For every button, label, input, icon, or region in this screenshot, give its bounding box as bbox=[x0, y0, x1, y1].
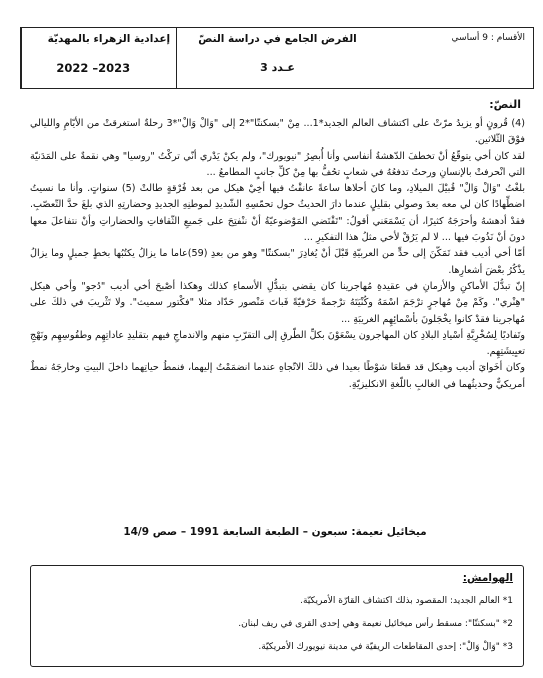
exam-header bbox=[20, 27, 534, 89]
header-classes-cell bbox=[378, 28, 533, 88]
header-title-cell bbox=[176, 28, 378, 88]
citation: ميخائيل نعيمة: سبعون – الطبعة السابعة 1991 – صص 14/9 bbox=[123, 526, 427, 538]
paragraph: وتَفاديًا لِسُخْرِيَّةِ أسْيادِ البلادِ كان المهاجرون يسْعَوْنَ بكلِّ الطّرقِ إلى التقرّبِ منهم والاندماجِ فيهم بتقليدِ عاداتِهِم وطقُوسِهِم ونَهْجِ تعيِيشَتِهِم. bbox=[30, 329, 525, 358]
footnote-item: 2* "بسكنتّا": مسقط رأس ميخائيل نعيمة وهي إحدى القرى في ريف لبنان. bbox=[238, 619, 513, 629]
text-label: النصّ: bbox=[489, 98, 521, 111]
header-school-cell bbox=[21, 28, 176, 88]
classes-label: الأقسام : 9 أساسي bbox=[451, 33, 525, 43]
school-year: 2022 –2023 bbox=[56, 61, 131, 75]
paragraph: وكان أخَوايَ أديب وهيكل قد قطعَا شوْطًا بعيدا في ذلكَ الاتّجاهِ عندما انضمَمْتُ إليهما، فنمطُ حياتِهما داخلَ البيتِ وخارجَهُ نمطٌ أمريكيٌّ وحديثُهما في الغالبِ باللّغةِ الانكليزيّةِ. bbox=[30, 362, 525, 390]
footnote-item: 1* العالم الجديد: المقصود بذلك اكتشاف القارّة الأمريكيّة. bbox=[300, 596, 513, 606]
text-body bbox=[30, 116, 525, 393]
paragraph: أمّا أخي أديب فقد تَمَكّنَ إلى حدٍّ من العربيّةِ قَبْلَ أنْ يُغادِرَ "بسكنتّا" وهو من بعدِ (59)عاما ما يزالُ يكتُبُها بخطٍ جميلٍ وما يزالُ يذْكُرُ بعْضَ أشعارِها. bbox=[30, 248, 525, 276]
paragraph: إنّ تبدُّلَ الأماكنِ والأزمانِ في عقيدةِ مُهاجرينا كان يقضي بتبدُّلِ الأسماءِ كذلك وهكذا أصْبحَ أخي أديب "دُجو" وأخي هيكل "هِنْري". وكَمْ مِنْ مُهاجرٍ ترْجَمَ اسْمَهُ وكُنْيَتَهُ ترْجمةً حَرْفيّةً فَباتَ مَنْصور حَدّاد مثلا "فكْتور سميث". ولا تَثْريبَ في ذلكَ على مُهاجرينا فقدْ كانوا يخْجَلونَ بأسْمائِهِم الغريبَةِ ... bbox=[30, 280, 525, 325]
footnote-item: 3* "وَالْ وَالْ": إحدى المقاطعات الريفيّة في مدينة نيويورك الأمريكيّة. bbox=[258, 642, 513, 652]
footnotes-box bbox=[30, 565, 524, 667]
assignment-title: الفرض الجامع في دراسة النصّ bbox=[198, 33, 357, 45]
paragraph: (4) قُرونٍ أو يزيدُ مرّتْ على اكتشاف العالم الجديد*1... مِنْ "بسكنتّا"*2 إلى "وَالْ وَالْ"*3 رحلةٌ استغرقتْ من الأيّامِ والليالي فوْقَ الثّلاثين. bbox=[30, 118, 525, 146]
assignment-number: عـدد 3 bbox=[260, 61, 295, 74]
footnotes-title: الهوامش: bbox=[462, 572, 513, 584]
school-name: إعدادية الزهراء بالمهديّة bbox=[47, 33, 171, 45]
paragraph: بلغْتُ "وَالْ وَالْ" قُبيْلَ الميلادِ، وما كانَ أحلاها ساعةً عانقْتُ فيها أخِيْ هيكل من بعد فُرْقةٍ طالتْ (5) سنواتٍ. وأنا ما نسيتُ اضطِّهادًا كان لي معه بعدَ وصولي بقليلٍ عندما دارَ الحديثُ حول تحمّسِهِ الشّديدِ لموطنِهِ الجديدِ وحضارتِهِ الذي بلغَ حدَّ التّعصّبِ. فقدْ أدهشهُ وأحرَجَهُ كثيرًا، أن يَسْمَعَني أقولُ: "تَقْتَضي المَوْضوعيّةُ أنْ ننْفتِحَ على جَميعِ الثّقافاتِ والحضاراتِ وأنْ نتفاعلَ معها دونَ أنْ نَذُوبَ فيها ... لا لم يَرُقْ لأخي مثلُ هذا التفكيرِ ... bbox=[30, 183, 525, 244]
paragraph: لقد كان أخي يتوقّعُ أنْ تخطفَ الدّهشةُ أنفاسي وأنا أُبصِرُ "نيويورك"، ولم يكنْ يَدْري أنّي تركْتُ "روسيا" وهي نقمةٌ على المَدَنيّة التي انْحرفتْ بالإنسانِ ورحتُ تدفعُهُ في شعابٍ تحُفُّ بها مِنْ كلِّ جانبٍ المطامعُ ... bbox=[30, 150, 525, 178]
